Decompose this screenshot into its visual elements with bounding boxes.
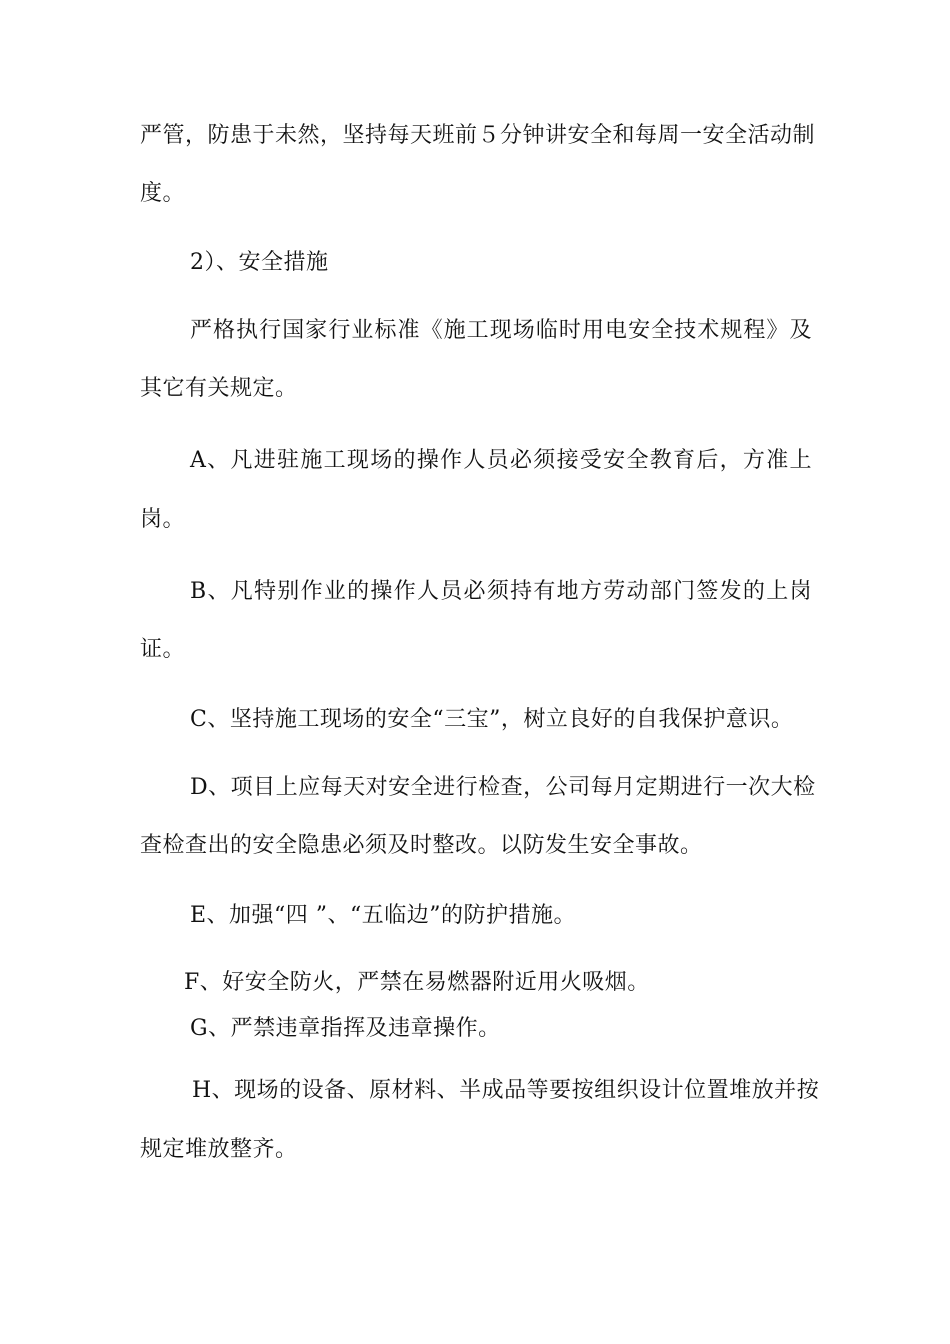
paragraph-line: 其它有关规定。 xyxy=(140,376,298,401)
list-item-b-cont: 证。 xyxy=(140,637,186,662)
list-item-b: B、凡特别作业的操作人员必须持有地方劳动部门签发的上岗 xyxy=(190,579,812,604)
list-item-g: G、严禁违章指挥及违章操作。 xyxy=(190,1016,501,1041)
paragraph-line: 度。 xyxy=(140,181,186,206)
paragraph-line: 严格执行国家行业标准《施工现场临时用电安全技术规程》及 xyxy=(190,318,812,343)
list-item-h: H、现场的设备、原材料、半成品等要按组织设计位置堆放并按 xyxy=(192,1078,820,1103)
list-item-d: D、项目上应每天对安全进行检查，公司每月定期进行一次大检 xyxy=(190,775,816,800)
paragraph-line: 严管，防患于未然，坚持每天班前５分钟讲安全和每周一安全活动制 xyxy=(140,123,816,148)
list-item-a: A、凡进驻施工现场的操作人员必须接受安全教育后，方准上 xyxy=(190,448,812,473)
list-item-c: C、坚持施工现场的安全“三宝”，树立良好的自我保护意识。 xyxy=(190,707,794,732)
list-item-h-cont: 规定堆放整齐。 xyxy=(140,1137,298,1162)
list-item-f: F、好安全防火，严禁在易燃器附近用火吸烟。 xyxy=(184,970,650,995)
list-item-d-cont: 查检查出的安全隐患必须及时整改。以防发生安全事故。 xyxy=(140,833,703,858)
section-heading: 2）、安全措施 xyxy=(190,250,329,275)
list-item-e: E、加强“四 ”、“五临边”的防护措施。 xyxy=(190,903,577,928)
list-item-a-cont: 岗。 xyxy=(140,507,186,532)
